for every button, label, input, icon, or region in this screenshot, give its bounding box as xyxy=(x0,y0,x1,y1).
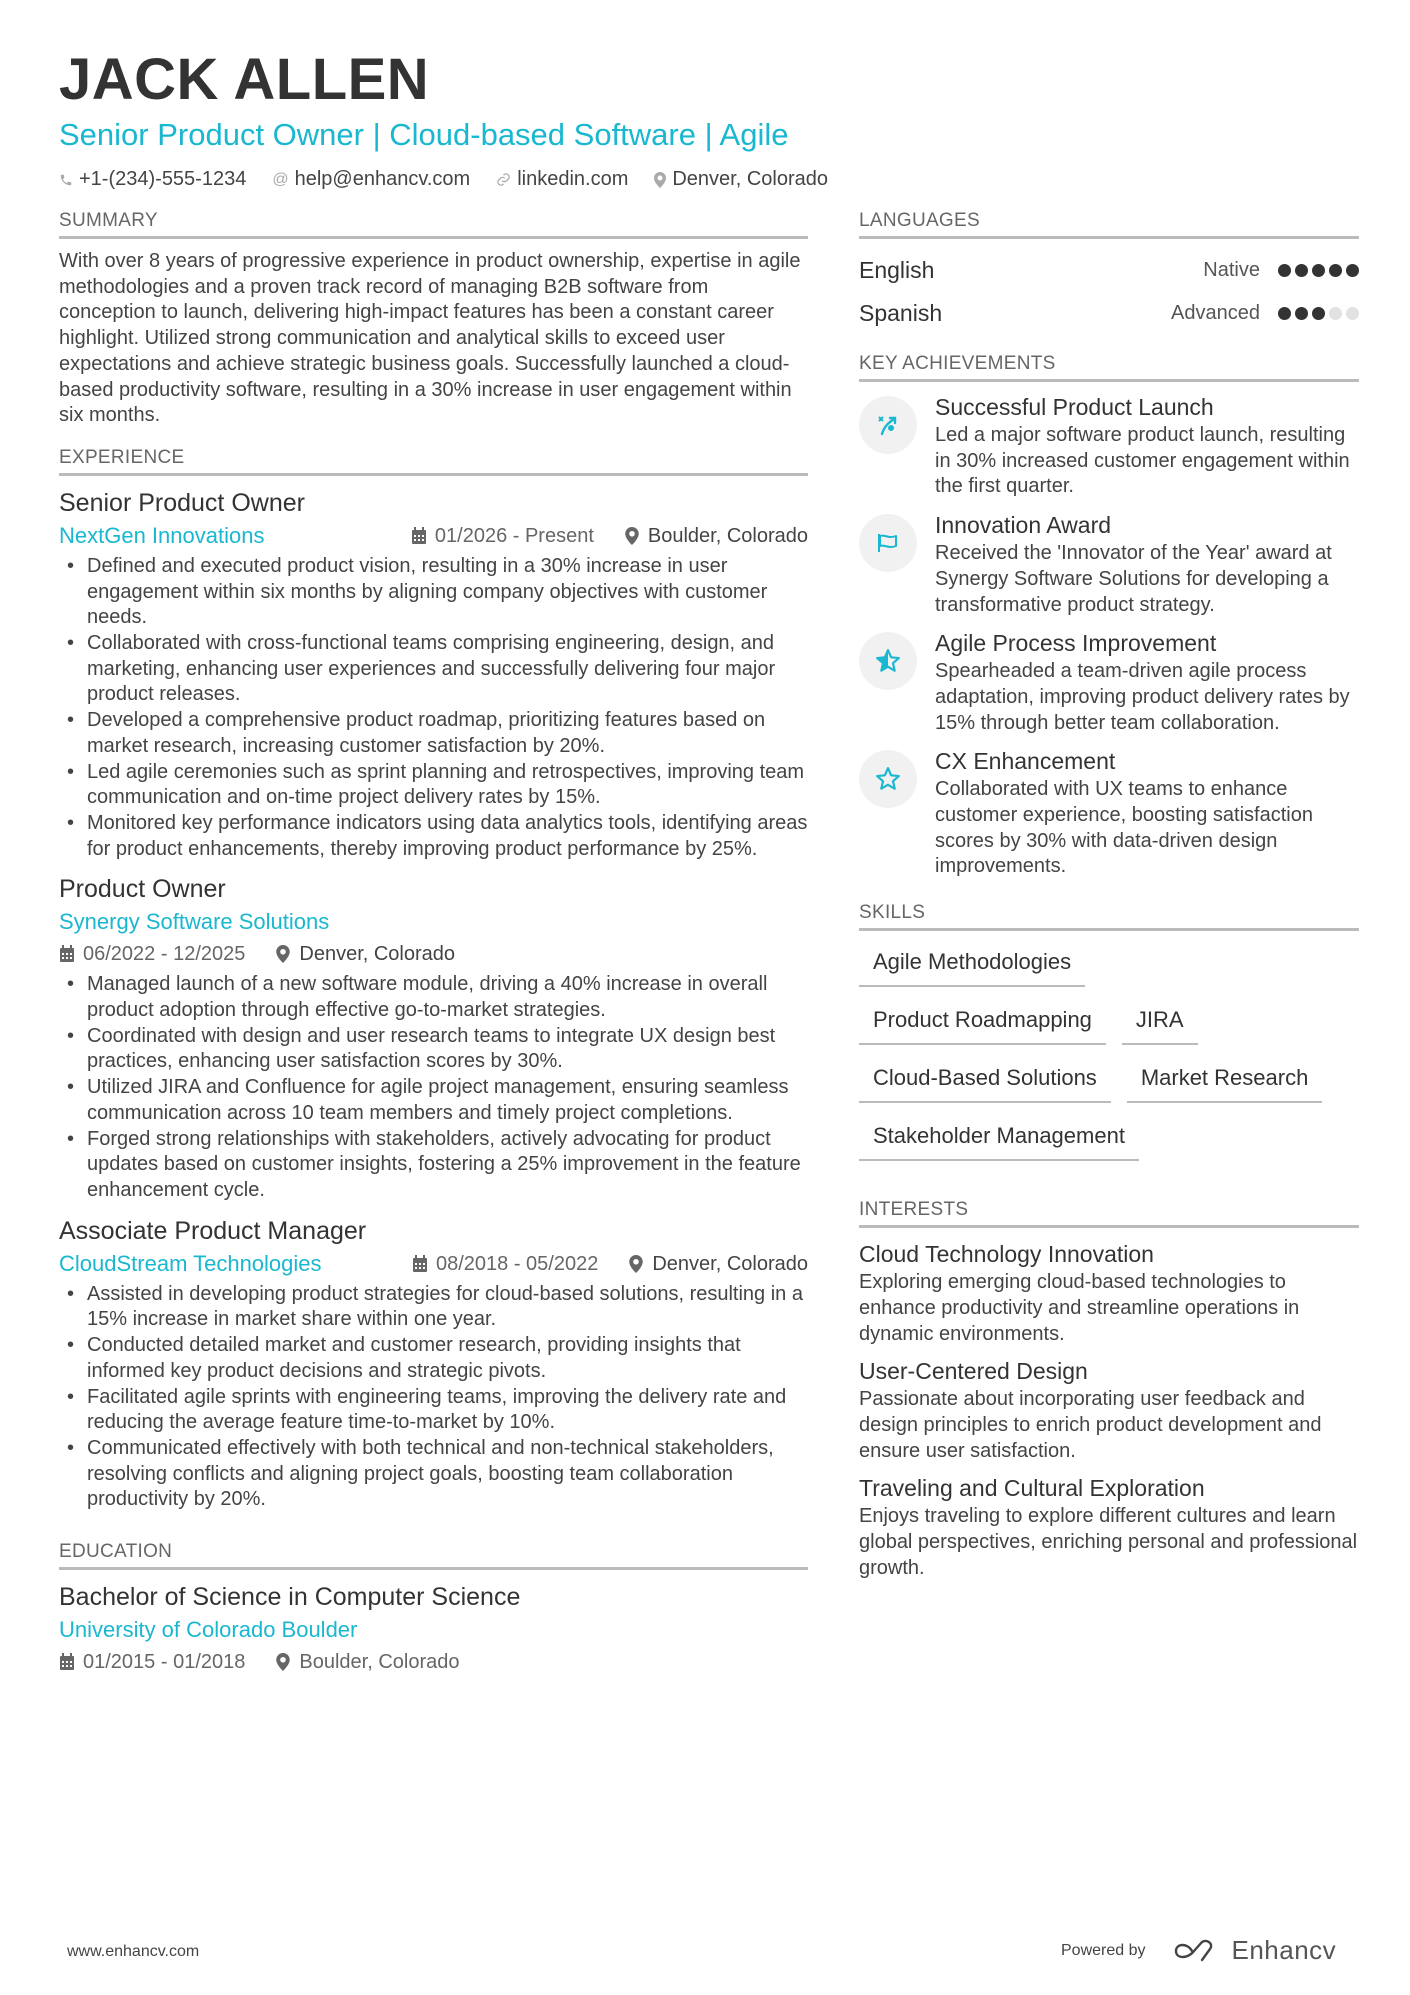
job-entry xyxy=(59,1214,808,1513)
job-meta xyxy=(411,520,808,552)
degree-title: Bachelor of Science in Computer Science xyxy=(59,1583,521,1612)
job-meta xyxy=(59,938,808,970)
right-column xyxy=(859,210,1359,1599)
resume-header xyxy=(59,48,1359,191)
contact-email[interactable] xyxy=(272,168,470,191)
enhancv-logo xyxy=(1172,1935,1337,1966)
interest-desc: Passionate about incorporating user feedback and design principles to enrich product development and ensure user satisfaction. xyxy=(859,1388,1322,1462)
strategy-path-icon xyxy=(859,396,917,454)
job-meta xyxy=(412,1248,808,1280)
interests-section xyxy=(859,1199,1359,1581)
email-text: help@enhancv.com xyxy=(294,168,471,190)
skill-tag: Market Research xyxy=(1127,1057,1323,1103)
language-name: English xyxy=(859,257,935,283)
job-dates-text: 06/2022 - 12/2025 xyxy=(83,943,246,966)
bullet-item: • Facilitated agile sprints with engineering teams, improving the delivery rate and reducing the average feature time-to-market by 10%. xyxy=(59,1385,808,1436)
dot-filled xyxy=(1329,264,1342,277)
dot-empty xyxy=(1346,307,1359,320)
job-entry xyxy=(59,486,808,862)
company-name: NextGen Innovations xyxy=(59,522,265,548)
company-name: Synergy Software Solutions xyxy=(59,909,330,935)
job-location xyxy=(624,520,808,552)
achievement-body xyxy=(935,628,1359,736)
left-column xyxy=(59,210,808,1696)
bullet-item: • Coordinated with design and user research teams to integrate UX design best practices, enhancing user satisfaction scores by 30%. xyxy=(59,1024,808,1075)
job-bullets xyxy=(59,554,808,862)
bullet-item: • Communicated effectively with both technical and non-technical stakeholders, resolving conflicts and aligning project goals, boosting team collaboration productivity by 20%. xyxy=(59,1436,808,1513)
job-dates xyxy=(59,938,245,970)
job-location xyxy=(275,938,455,970)
job-company-row xyxy=(59,1248,808,1280)
bullet-item: • Monitored key performance indicators using data analytics tools, identifying areas for product enhancements, thereby improving product performance by 25%. xyxy=(59,811,808,862)
section-title-experience: EXPERIENCE xyxy=(59,447,808,476)
achievement-desc: Led a major software product launch, resulting in 30% increased customer engagement within the first quarter. xyxy=(935,424,1350,498)
contact-phone[interactable] xyxy=(59,168,246,191)
bullet-item: • Led agile ceremonies such as sprint planning and retrospectives, improving team communication and on-time project delivery rates by 15%. xyxy=(59,760,808,811)
job-location-text: Boulder, Colorado xyxy=(647,524,808,547)
achievements-section xyxy=(859,353,1359,880)
job-title: Product Owner xyxy=(59,875,226,904)
language-level: Advanced xyxy=(1171,302,1260,324)
job-title: Associate Product Manager xyxy=(59,1216,367,1245)
footer-website-link[interactable]: www.enhancv.com xyxy=(67,1943,200,1960)
bullet-item: • Utilized JIRA and Confluence for agile project management, ensuring seamless communication across 10 team members and timely project completions. xyxy=(59,1075,808,1126)
language-item xyxy=(859,292,1359,335)
job-location-text: Denver, Colorado xyxy=(652,1252,808,1275)
powered-by-text: Powered by xyxy=(1061,1941,1146,1959)
section-title-languages: LANGUAGES xyxy=(859,210,1359,239)
location-pin-icon xyxy=(654,172,666,188)
proficiency-dots xyxy=(1278,264,1359,277)
skill-tag: Cloud-Based Solutions xyxy=(859,1057,1111,1103)
interest-desc: Exploring emerging cloud-based technologies to enhance productivity and streamline operations in dynamic environments. xyxy=(859,1271,1300,1345)
education-location xyxy=(275,1646,459,1678)
location-pin-icon xyxy=(275,945,291,963)
job-location-text: Denver, Colorado xyxy=(299,943,456,966)
experience-section xyxy=(59,447,808,1513)
job-company-row xyxy=(59,906,808,938)
skill-tag: Product Roadmapping xyxy=(859,999,1106,1045)
achievement-body xyxy=(935,746,1359,880)
dot-filled xyxy=(1312,264,1325,277)
skill-tag: JIRA xyxy=(1122,999,1198,1045)
calendar-icon xyxy=(411,527,427,545)
achievement-desc: Received the 'Innovator of the Year' award at Synergy Software Solutions for developing a transformative product strategy. xyxy=(935,542,1332,616)
dot-filled xyxy=(1295,264,1308,277)
brand-name: Enhancv xyxy=(1231,1935,1337,1965)
footer-branding[interactable] xyxy=(1061,1935,1336,1966)
contact-location xyxy=(654,168,828,191)
school-name: University of Colorado Boulder xyxy=(59,1617,358,1643)
bullet-item: • Collaborated with cross-functional teams comprising engineering, design, and marketing, enhancing user experiences and successfully delivering four major product releases. xyxy=(59,631,808,708)
star-outline-icon xyxy=(859,750,917,808)
bullet-item: • Developed a comprehensive product roadmap, prioritizing features based on market research, increasing customer satisfaction by 20%. xyxy=(59,708,808,759)
location-pin-icon xyxy=(624,527,640,545)
achievement-body xyxy=(935,510,1359,618)
interest-desc: Enjoys traveling to explore different cultures and learn global perspectives, enriching personal and professional growth. xyxy=(859,1505,1358,1579)
contact-linkedin[interactable] xyxy=(496,168,628,191)
interest-title: Traveling and Cultural Exploration xyxy=(859,1475,1205,1502)
language-item xyxy=(859,249,1359,292)
contact-bar xyxy=(59,168,1359,191)
interest-title: User-Centered Design xyxy=(859,1358,1088,1385)
languages-section xyxy=(859,210,1359,335)
location-pin-icon xyxy=(628,1255,644,1273)
job-dates-text: 01/2026 - Present xyxy=(434,524,594,547)
job-entry xyxy=(59,872,808,1203)
skill-tag: Agile Methodologies xyxy=(859,941,1085,987)
achievement-item xyxy=(859,628,1359,736)
achievement-desc: Collaborated with UX teams to enhance customer experience, boosting satisfaction scores by 30% with data-driven design improvements. xyxy=(935,778,1313,878)
bullet-item: • Conducted detailed market and customer research, providing insights that informed key product decisions and strategic pivots. xyxy=(59,1333,808,1384)
job-dates xyxy=(412,1248,598,1280)
linkedin-text: linkedin.com xyxy=(517,168,629,190)
half-star-icon xyxy=(859,632,917,690)
proficiency-dots xyxy=(1278,307,1359,320)
bullet-item: • Managed launch of a new software module, driving a 40% increase in overall product adoption through effective go-to-market strategies. xyxy=(59,972,808,1023)
flag-icon xyxy=(859,514,917,572)
skill-tag: Stakeholder Management xyxy=(859,1115,1139,1161)
achievement-item xyxy=(859,392,1359,500)
bullet-item: • Defined and executed product vision, resulting in a 30% increase in user engagement within six months by aligning company objectives with customer needs. xyxy=(59,554,808,631)
skills-list xyxy=(859,941,1359,1161)
job-title: Senior Product Owner xyxy=(59,488,305,517)
link-icon xyxy=(496,172,511,187)
dot-filled xyxy=(1278,264,1291,277)
achievement-item xyxy=(859,510,1359,618)
dot-filled xyxy=(1312,307,1325,320)
company-name: CloudStream Technologies xyxy=(59,1250,322,1276)
phone-icon xyxy=(59,172,73,188)
section-title-interests: INTERESTS xyxy=(859,1199,1359,1228)
calendar-icon xyxy=(412,1255,428,1273)
job-company-row xyxy=(59,520,808,552)
section-title-skills: SKILLS xyxy=(859,902,1359,931)
achievement-item xyxy=(859,746,1359,880)
dot-empty xyxy=(1329,307,1342,320)
bullet-item: • Forged strong relationships with stakeholders, actively advocating for product updates based on customer insights, fostering a 25% improvement in the feature enhancement cycle. xyxy=(59,1127,808,1204)
achievement-body xyxy=(935,392,1359,500)
phone-text: +1-(234)-555-1234 xyxy=(79,168,247,190)
location-pin-icon xyxy=(275,1653,291,1671)
job-location xyxy=(628,1248,808,1280)
headline: Senior Product Owner | Cloud-based Software | Agile xyxy=(59,117,789,152)
candidate-name: JACK ALLEN xyxy=(59,47,430,112)
job-bullets xyxy=(59,1282,808,1513)
location-text: Denver, Colorado xyxy=(672,168,829,190)
section-title-achievements: KEY ACHIEVEMENTS xyxy=(859,353,1359,382)
at-icon: @ xyxy=(272,170,289,188)
dot-filled xyxy=(1346,264,1359,277)
dot-filled xyxy=(1278,307,1291,320)
section-title-summary: SUMMARY xyxy=(59,210,808,239)
section-title-education: EDUCATION xyxy=(59,1541,808,1570)
summary-section xyxy=(59,210,808,429)
bullet-item: • Assisted in developing product strategies for cloud-based solutions, resulting in a 15% increase in market share within one year. xyxy=(59,1282,808,1333)
education-dates xyxy=(59,1646,245,1678)
education-section xyxy=(59,1541,808,1678)
education-meta xyxy=(59,1646,808,1678)
enhancv-logo-icon xyxy=(1172,1939,1218,1963)
education-location-text: Boulder, Colorado xyxy=(299,1651,460,1674)
achievement-desc: Spearheaded a team-driven agile process adaptation, improving product delivery rates by 15% through better team collaboration. xyxy=(935,660,1350,734)
calendar-icon xyxy=(59,945,75,963)
achievement-title: CX Enhancement xyxy=(935,748,1116,775)
summary-text: With over 8 years of progressive experience in product ownership, expertise in agile methodologies and a proven track record of managing B2B software from conception to launch, delivering high-impact features has been a constant career highlight. Utilized strong communication and analytical skills to exceed user expectations and achieve strategic business goals. Successfully launched a cloud-based productivity software, resulting in a 30% increase in user engagement within six months. xyxy=(59,250,801,427)
job-dates-text: 08/2018 - 05/2022 xyxy=(435,1252,599,1275)
job-dates xyxy=(411,520,594,552)
job-bullets xyxy=(59,972,808,1203)
skills-section xyxy=(859,902,1359,1161)
education-dates-text: 01/2015 - 01/2018 xyxy=(83,1651,246,1674)
achievement-title: Innovation Award xyxy=(935,512,1112,539)
language-name: Spanish xyxy=(859,300,943,326)
interest-title: Cloud Technology Innovation xyxy=(859,1241,1154,1268)
achievement-title: Successful Product Launch xyxy=(935,394,1214,420)
language-level: Native xyxy=(1203,259,1260,281)
achievement-title: Agile Process Improvement xyxy=(935,630,1217,657)
dot-filled xyxy=(1295,307,1308,320)
school-row xyxy=(59,1614,808,1646)
calendar-icon xyxy=(59,1653,75,1671)
